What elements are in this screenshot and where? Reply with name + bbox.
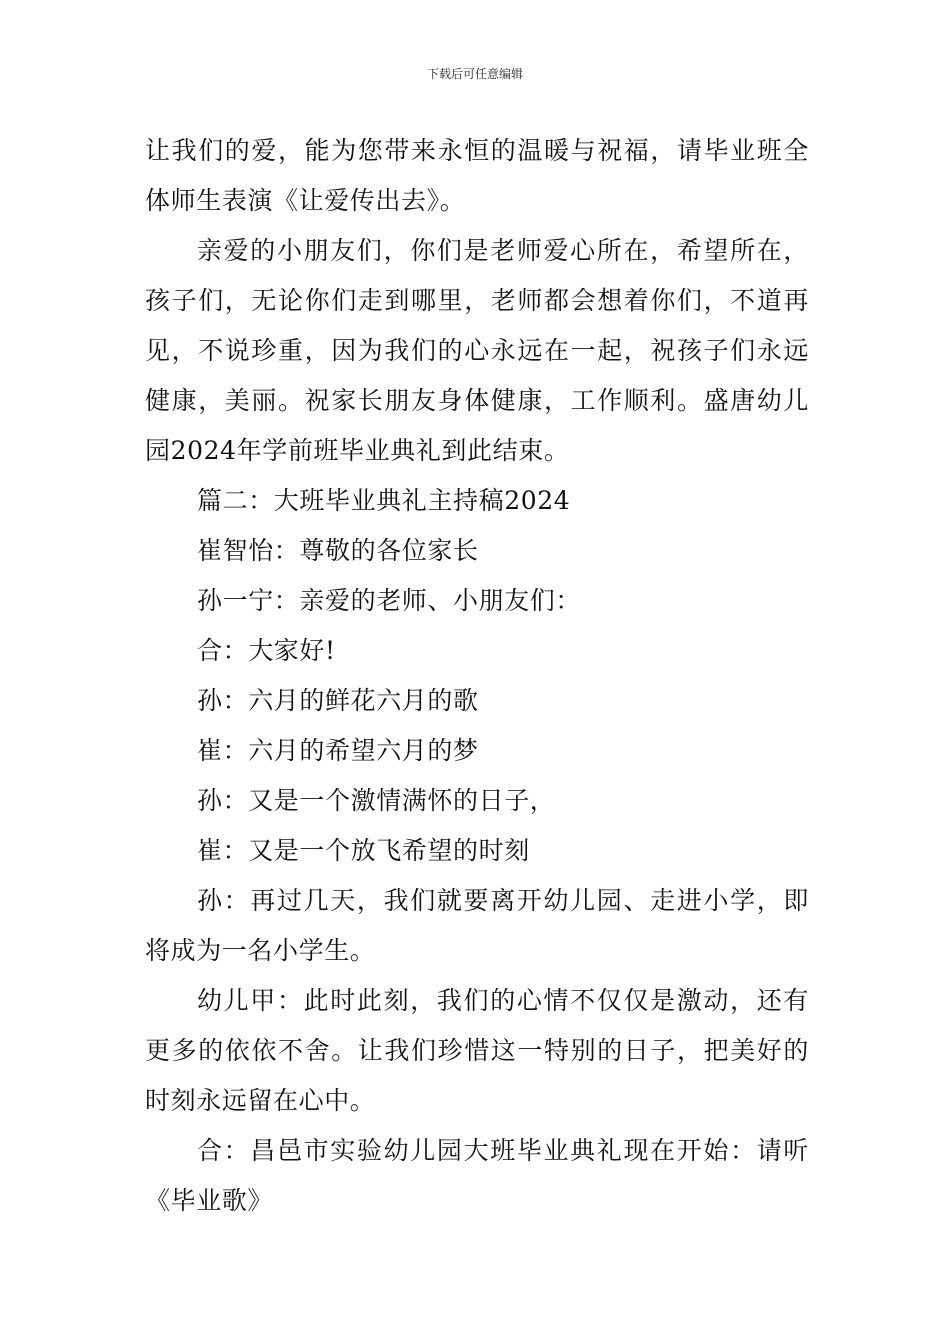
text-line: 孙：六月的鲜花六月的歌 — [197, 686, 479, 715]
text-line: 将成为一名小学生。 — [145, 936, 376, 965]
section-heading: 篇二：大班毕业典礼主持稿2024 — [197, 486, 571, 515]
text-line: 合：昌邑市实验幼儿园大班毕业典礼现在开始：请听 — [197, 1136, 809, 1165]
text-line: 园2024年学前班毕业典礼到此结束。 — [145, 436, 570, 465]
text-line: 孙一宁：亲爱的老师、小朋友们： — [197, 586, 582, 615]
header-note: 下载后可任意编辑 — [426, 67, 523, 81]
text-line: 崔智怡：尊敬的各位家长 — [197, 536, 479, 565]
text-line: 合：大家好! — [197, 636, 336, 665]
text-line: 《毕业歌》 — [145, 1186, 274, 1215]
text-line: 见，不说珍重，因为我们的心永远在一起，祝孩子们永远 — [145, 336, 809, 365]
text-line: 时刻永远留在心中。 — [145, 1086, 376, 1115]
document-body — [145, 126, 809, 1226]
text-line: 亲爱的小朋友们，你们是老师爱心所在，希望所在， — [197, 236, 809, 265]
text-line: 更多的依依不舍。让我们珍惜这一特别的日子，把美好的 — [145, 1036, 809, 1065]
text-line: 崔：又是一个放飞希望的时刻 — [197, 836, 530, 865]
text-line: 孙：又是一个激情满怀的日子， — [197, 786, 556, 815]
text-line: 孩子们，无论你们走到哪里，老师都会想着你们，不道再 — [145, 286, 809, 315]
text-line: 健康，美丽。祝家长朋友身体健康，工作顺利。盛唐幼儿 — [145, 386, 809, 415]
text-line: 让我们的爱，能为您带来永恒的温暖与祝福，请毕业班全 — [145, 136, 809, 165]
text-line: 体师生表演《让爱传出去》。 — [145, 186, 466, 215]
text-line: 崔：六月的希望六月的梦 — [197, 736, 479, 765]
text-line: 孙：再过几天，我们就要离开幼儿园、走进小学，即 — [197, 886, 809, 915]
text-line: 幼儿甲：此时此刻，我们的心情不仅仅是激动，还有 — [197, 986, 809, 1015]
